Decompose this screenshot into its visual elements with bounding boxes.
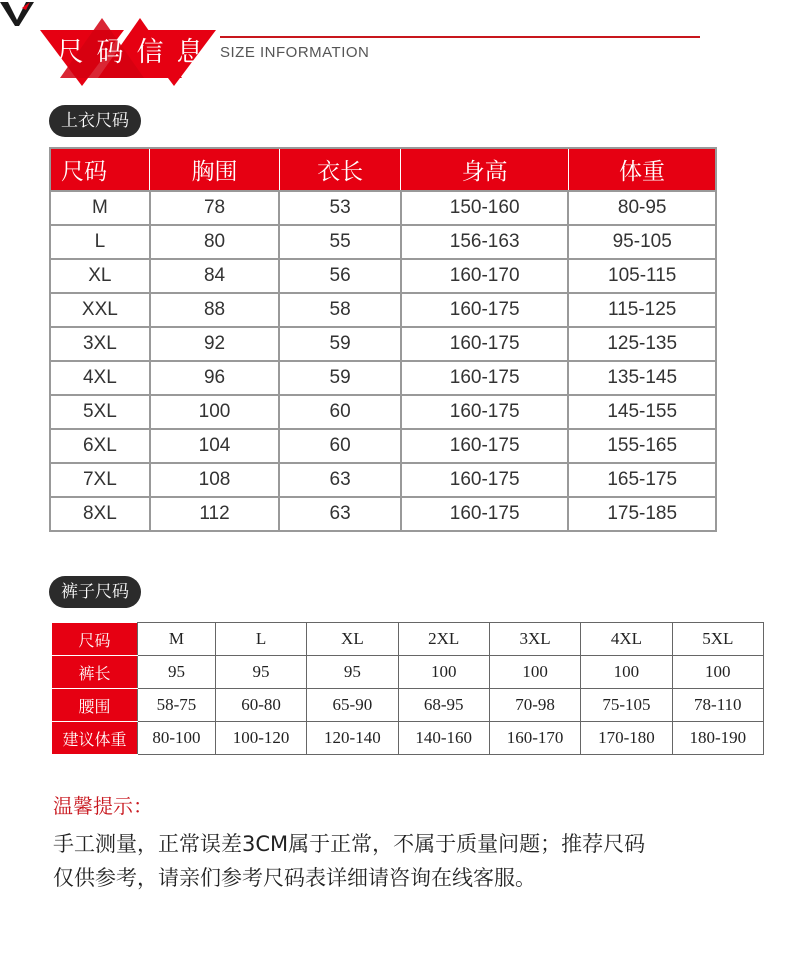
table-cell: 125-135 <box>568 327 716 361</box>
tops-col-weight: 体重 <box>568 148 716 191</box>
table-cell: 160-170 <box>489 722 580 755</box>
pants-row-label: 裤长 <box>52 656 138 689</box>
pants-table-body <box>52 623 764 755</box>
table-cell: XL <box>50 259 150 293</box>
table-cell: 145-155 <box>568 395 716 429</box>
table-cell: 160-175 <box>401 327 568 361</box>
table-cell: 156-163 <box>401 225 568 259</box>
table-cell: 3XL <box>50 327 150 361</box>
table-cell: 160-175 <box>401 293 568 327</box>
tops-col-height: 身高 <box>401 148 568 191</box>
pants-row-label: 尺码 <box>52 623 138 656</box>
banner-subtitle: SIZE INFORMATION <box>220 44 370 61</box>
table-cell: 105-115 <box>568 259 716 293</box>
table-row <box>52 656 764 689</box>
table-cell: 160-175 <box>401 429 568 463</box>
table-cell: 59 <box>279 327 401 361</box>
table-cell: 8XL <box>50 497 150 531</box>
notes-line-1: 手工测量，正常误差3CM属于正常，不属于质量问题；推荐尺码 <box>53 832 646 856</box>
table-cell: 53 <box>279 191 401 225</box>
table-cell: 120-140 <box>307 722 398 755</box>
table-row <box>52 722 764 755</box>
table-cell: 60-80 <box>215 689 306 722</box>
table-cell: 7XL <box>50 463 150 497</box>
banner-title-char-4: 息 <box>176 37 204 68</box>
table-cell: 160-175 <box>401 497 568 531</box>
table-cell: 160-175 <box>401 463 568 497</box>
table-row <box>50 497 716 531</box>
table-cell: 100-120 <box>215 722 306 755</box>
pants-size-table <box>51 622 764 755</box>
table-cell: 59 <box>279 361 401 395</box>
table-cell: 4XL <box>50 361 150 395</box>
table-cell: 180-190 <box>672 722 763 755</box>
table-cell: 160-175 <box>401 361 568 395</box>
table-cell: 5XL <box>50 395 150 429</box>
tops-section-label: 上衣尺码 <box>49 105 141 137</box>
table-cell: 88 <box>150 293 280 327</box>
table-cell: 100 <box>150 395 280 429</box>
table-cell: 96 <box>150 361 280 395</box>
table-cell: 60 <box>279 429 401 463</box>
table-row <box>50 327 716 361</box>
table-cell: 92 <box>150 327 280 361</box>
table-cell: M <box>138 623 216 656</box>
table-cell: 84 <box>150 259 280 293</box>
table-cell: 135-145 <box>568 361 716 395</box>
table-cell: 95 <box>138 656 216 689</box>
table-cell: 170-180 <box>581 722 672 755</box>
header-banner <box>0 0 790 100</box>
table-cell: 75-105 <box>581 689 672 722</box>
table-cell: 58-75 <box>138 689 216 722</box>
table-cell: 58 <box>279 293 401 327</box>
notes-line-2: 仅供参考，请亲们参考尺码表详细请咨询在线客服。 <box>53 866 536 890</box>
table-row <box>52 623 764 656</box>
table-row <box>50 225 716 259</box>
table-cell: 80-95 <box>568 191 716 225</box>
table-cell: 100 <box>398 656 489 689</box>
table-cell: 95-105 <box>568 225 716 259</box>
table-cell: 65-90 <box>307 689 398 722</box>
table-row <box>50 293 716 327</box>
table-row <box>50 463 716 497</box>
table-cell: 100 <box>489 656 580 689</box>
table-cell: M <box>50 191 150 225</box>
tops-col-size: 尺码 <box>50 148 150 191</box>
table-row <box>50 429 716 463</box>
table-cell: 78 <box>150 191 280 225</box>
table-cell: 160-170 <box>401 259 568 293</box>
table-cell: 4XL <box>581 623 672 656</box>
table-cell: 155-165 <box>568 429 716 463</box>
table-cell: 80 <box>150 225 280 259</box>
table-row <box>50 395 716 429</box>
brand-v-icon <box>0 0 34 26</box>
table-cell: 175-185 <box>568 497 716 531</box>
table-row <box>50 191 716 225</box>
table-cell: 63 <box>279 463 401 497</box>
table-cell: 95 <box>215 656 306 689</box>
table-cell: XXL <box>50 293 150 327</box>
pants-row-label: 建议体重 <box>52 722 138 755</box>
table-row <box>52 689 764 722</box>
tops-table-body <box>50 191 716 531</box>
table-cell: 160-175 <box>401 395 568 429</box>
table-cell: 165-175 <box>568 463 716 497</box>
tops-header-row <box>50 148 716 191</box>
table-cell: 63 <box>279 497 401 531</box>
table-cell: L <box>215 623 306 656</box>
table-cell: 115-125 <box>568 293 716 327</box>
tops-size-table <box>49 147 717 532</box>
table-cell: 60 <box>279 395 401 429</box>
table-cell: 56 <box>279 259 401 293</box>
table-cell: 2XL <box>398 623 489 656</box>
tops-col-length: 衣长 <box>279 148 401 191</box>
table-cell: 55 <box>279 225 401 259</box>
table-cell: 104 <box>150 429 280 463</box>
table-row <box>50 259 716 293</box>
table-cell: 112 <box>150 497 280 531</box>
banner-title-char-3: 信 <box>136 37 164 68</box>
pants-section-label: 裤子尺码 <box>49 576 141 608</box>
tops-col-chest: 胸围 <box>150 148 280 191</box>
table-row <box>50 361 716 395</box>
table-cell: L <box>50 225 150 259</box>
banner-divider <box>220 36 700 38</box>
table-cell: XL <box>307 623 398 656</box>
table-cell: 80-100 <box>138 722 216 755</box>
pants-row-label: 腰围 <box>52 689 138 722</box>
table-cell: 100 <box>672 656 763 689</box>
table-cell: 108 <box>150 463 280 497</box>
table-cell: 70-98 <box>489 689 580 722</box>
table-cell: 100 <box>581 656 672 689</box>
banner-title-char-2: 码 <box>96 37 124 68</box>
table-cell: 68-95 <box>398 689 489 722</box>
notes-title: 温馨提示： <box>53 794 153 818</box>
table-cell: 140-160 <box>398 722 489 755</box>
table-cell: 95 <box>307 656 398 689</box>
table-cell: 6XL <box>50 429 150 463</box>
table-cell: 5XL <box>672 623 763 656</box>
table-cell: 3XL <box>489 623 580 656</box>
banner-title-char-1: 尺 <box>56 37 84 68</box>
table-cell: 150-160 <box>401 191 568 225</box>
table-cell: 78-110 <box>672 689 763 722</box>
